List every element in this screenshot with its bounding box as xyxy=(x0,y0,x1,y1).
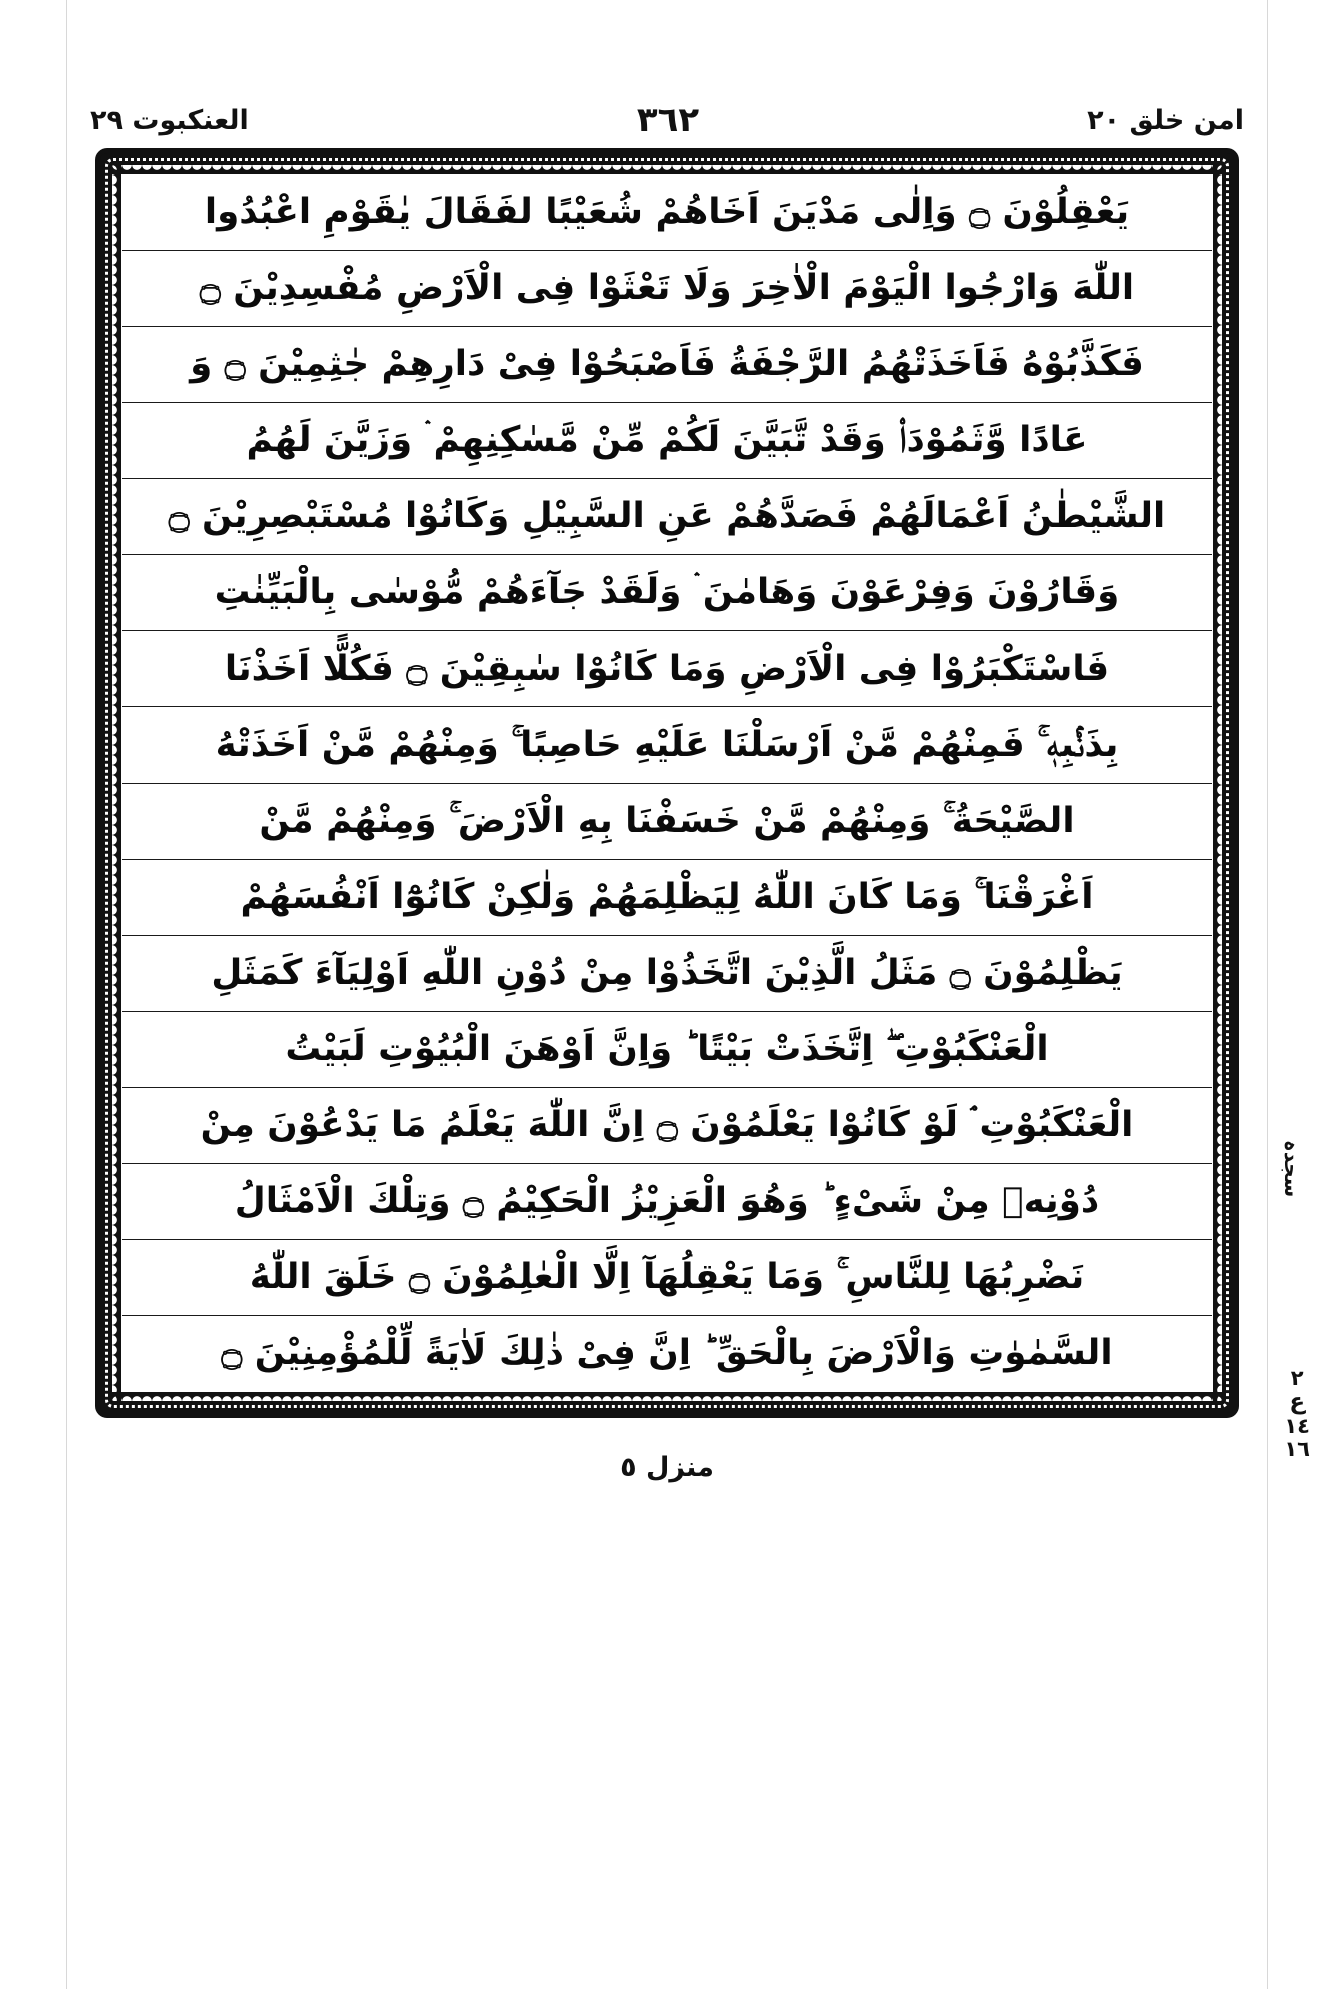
ruku-count-top: ٢ xyxy=(1290,1366,1304,1390)
manzil-label: منزل ٥ xyxy=(620,1452,714,1483)
sajda-margin-note: سجدہ xyxy=(1280,1140,1304,1198)
quran-text-block xyxy=(122,175,1212,1391)
quran-line xyxy=(122,479,1212,555)
quran-line-text: يَظْلِمُوْنَ ۝ مَثَلُ الَّذِيْنَ اتَّخَذُوْا مِنْ دُوْنِ اللّٰهِ اَوْلِيَآءَ كَمَثَلِ xyxy=(211,952,1123,993)
quran-line-text: فَاسْتَكْبَرُوْا فِى الْاَرْضِ وَمَا كَانُوْا سٰبِقِيْنَ ۝ فَكُلًّا اَخَذْنَا xyxy=(224,648,1110,689)
header-surah-label: العنكبوت ٢٩ xyxy=(90,104,249,136)
quran-line-text: عَادًا وَّثَمُوْدَا۟ وَقَدْ تَّبَيَّنَ لَكُمْ مِّنْ مَّسٰكِنِهِمْ ۛ وَزَيَّنَ لَهُمُ xyxy=(246,420,1088,461)
page-trim-rule-left xyxy=(66,0,67,1989)
quran-line xyxy=(122,251,1212,327)
page-header xyxy=(90,96,1244,144)
page-number: ٣٦٢ xyxy=(636,100,700,140)
quran-line xyxy=(122,1240,1212,1316)
quran-line xyxy=(122,860,1212,936)
quran-line-text: اَغْرَقْنَا ۚ وَمَا كَانَ اللّٰهُ لِيَظْلِمَهُمْ وَلٰكِنْ كَانُوْٓا اَنْفُسَهُمْ xyxy=(240,876,1094,917)
quran-line-text: نَضْرِبُهَا لِلنَّاسِ ۚ وَمَا يَعْقِلُهَآ اِلَّا الْعٰلِمُوْنَ ۝ خَلَقَ اللّٰهُ xyxy=(249,1257,1085,1298)
ruku-marker xyxy=(1284,1368,1310,1460)
quran-line xyxy=(122,707,1212,783)
quran-line xyxy=(122,784,1212,860)
quran-line xyxy=(122,175,1212,251)
quran-line-text: الصَّيْحَةُ ۚ وَمِنْهُمْ مَّنْ خَسَفْنَا بِهِ الْاَرْضَ ۚ وَمِنْهُمْ مَّنْ xyxy=(259,800,1075,841)
ruku-glyph-icon: ع xyxy=(1289,1389,1306,1415)
quran-line-text: بِذَنْۢبِهٖ ۚ فَمِنْهُمْ مَّنْ اَرْسَلْنَا عَلَيْهِ حَاصِبًا ۚ وَمِنْهُمْ مَّنْ اَخَذَتْهُ xyxy=(215,724,1119,765)
page-side-number: ١٦ xyxy=(1284,1437,1310,1461)
quran-line xyxy=(122,1088,1212,1164)
scallop-edge-bottom xyxy=(112,1392,1222,1401)
quran-line-text: فَكَذَّبُوْهُ فَاَخَذَتْهُمُ الرَّجْفَةُ فَاَصْبَحُوْا فِىْ دَارِهِمْ جٰثِمِيْنَ ۝ وَ xyxy=(190,344,1144,385)
scallop-edge-top xyxy=(112,165,1222,174)
quran-line xyxy=(122,1164,1212,1240)
quran-line-text: دُوْنِهٖ مِنْ شَىْءٍ ؕ وَهُوَ الْعَزِيْزُ الْحَكِيْمُ ۝ وَتِلْكَ الْاَمْثَالُ xyxy=(234,1180,1100,1221)
header-para-label: امن خلق ٢٠ xyxy=(1087,104,1244,136)
quran-line-text: اللّٰهَ وَارْجُوا الْيَوْمَ الْاٰخِرَ وَلَا تَعْثَوْا فِى الْاَرْضِ مُفْسِدِيْنَ ۝ xyxy=(199,268,1135,309)
page-trim-rule-right xyxy=(1267,0,1268,1989)
scallop-edge-right xyxy=(1213,165,1222,1401)
quran-line-text: يَعْقِلُوْنَ ۝ وَاِلٰى مَدْيَنَ اَخَاهُمْ شُعَيْبًا لفَقَالَ يٰقَوْمِ اعْبُدُوا xyxy=(204,192,1130,233)
quran-line-text: الْعَنْكَبُوْتِ ۖ اِتَّخَذَتْ بَيْتًا ؕ وَاِنَّ اَوْهَنَ الْبُيُوْتِ لَبَيْتُ xyxy=(285,1028,1049,1069)
page-footer xyxy=(0,1452,1334,1483)
scallop-edge-left xyxy=(112,165,121,1401)
ruku-count-bottom: ١٤ xyxy=(1284,1414,1310,1438)
quran-line-text: السَّمٰوٰتِ وَالْاَرْضَ بِالْحَقِّ ؕ اِنَّ فِىْ ذٰلِكَ لَاٰيَةً لِّلْمُؤْمِنِيْنَ ۝ xyxy=(221,1333,1113,1374)
quran-line xyxy=(122,631,1212,707)
page-border-inner xyxy=(108,161,1226,1405)
quran-line-text: الشَّيْطٰنُ اَعْمَالَهُمْ فَصَدَّهُمْ عَنِ السَّبِيْلِ وَكَانُوْا مُسْتَبْصِرِيْنَ ۝ xyxy=(168,496,1166,537)
quran-line xyxy=(122,1316,1212,1391)
quran-line xyxy=(122,936,1212,1012)
quran-line xyxy=(122,1012,1212,1088)
quran-line xyxy=(122,555,1212,631)
quran-line-text: الْعَنْكَبُوْتِ ۘ لَوْ كَانُوْا يَعْلَمُوْنَ ۝ اِنَّ اللّٰهَ يَعْلَمُ مَا يَدْعُوْنَ مِنْ xyxy=(200,1104,1134,1145)
quran-line xyxy=(122,403,1212,479)
quran-line xyxy=(122,327,1212,403)
quran-line-text: وَقَارُوْنَ وَفِرْعَوْنَ وَهَامٰنَ ۛ وَلَقَدْ جَآءَهُمْ مُّوْسٰى بِالْبَيِّنٰتِ xyxy=(214,572,1120,613)
